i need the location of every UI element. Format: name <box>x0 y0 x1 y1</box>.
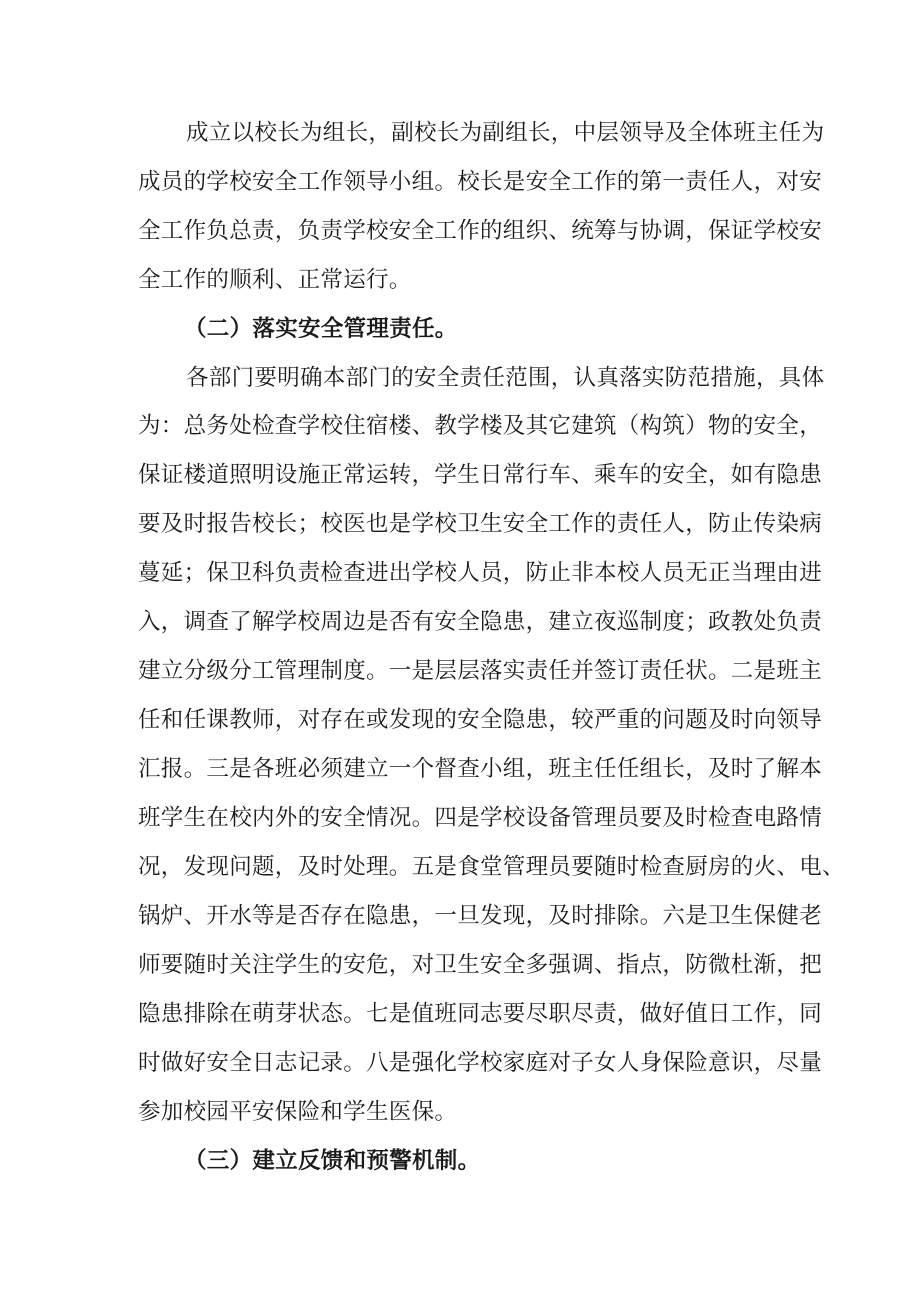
paragraph-2-line-14: 隐患排除在萌芽状态。七是值班同志要尽职尽责，做好值日工作，同 <box>138 1001 823 1027</box>
paragraph-1-line-4: 全工作的顺利、正常运行。 <box>138 267 412 293</box>
section-heading-3: （三）建立反馈和预警机制。 <box>184 1148 481 1174</box>
paragraph-2-line-5: 蔓延；保卫科负责检查进出学校人员，防止非本校人员无正当理由进 <box>138 560 823 586</box>
paragraph-2-line-16: 参加校园平安保险和学生医保。 <box>138 1099 458 1125</box>
paragraph-2-line-13: 师要随时关注学生的安危，对卫生安全多强调、指点，防微杜渐，把 <box>138 952 823 978</box>
paragraph-2-line-9: 汇报。三是各班必须建立一个督查小组，班主任任组长，及时了解本 <box>138 756 823 782</box>
paragraph-2-line-8: 任和任课教师，对存在或发现的安全隐患，较严重的问题及时向领导 <box>138 707 823 733</box>
paragraph-2-line-7: 建立分级分工管理制度。一是层层落实责任并签订责任状。二是班主 <box>138 658 823 684</box>
paragraph-2-line-11: 况，发现问题，及时处理。五是食堂管理员要随时检查厨房的火、电、 <box>138 854 845 880</box>
paragraph-2-line-15: 时做好安全日志记录。八是强化学校家庭对子女人身保险意识，尽量 <box>138 1050 823 1076</box>
paragraph-2-line-4: 要及时报告校长；校医也是学校卫生安全工作的责任人，防止传染病 <box>138 511 823 537</box>
paragraph-2-line-6: 入，调查了解学校周边是否有安全隐患，建立夜巡制度；政教处负责 <box>138 609 823 635</box>
paragraph-1-line-3: 全工作负总责，负责学校安全工作的组织、统筹与协调，保证学校安 <box>138 218 823 244</box>
paragraph-1-line-1: 成立以校长为组长，副校长为副组长，中层领导及全体班主任为 <box>186 120 825 146</box>
paragraph-2-line-1: 各部门要明确本部门的安全责任范围，认真落实防范措施，具体 <box>186 365 825 391</box>
section-heading-2: （二）落实安全管理责任。 <box>184 316 458 342</box>
paragraph-2-line-2: 为：总务处检查学校住宿楼、教学楼及其它建筑（构筑）物的安全， <box>138 413 823 439</box>
paragraph-2-line-3: 保证楼道照明设施正常运转，学生日常行车、乘车的安全，如有隐患 <box>138 462 823 488</box>
paragraph-2-line-12: 锅炉、开水等是否存在隐患，一旦发现，及时排除。六是卫生保健老 <box>138 903 823 929</box>
paragraph-1-line-2: 成员的学校安全工作领导小组。校长是安全工作的第一责任人，对安 <box>138 169 823 195</box>
paragraph-2-line-10: 班学生在校内外的安全情况。四是学校设备管理员要及时检查电路情 <box>138 805 823 831</box>
